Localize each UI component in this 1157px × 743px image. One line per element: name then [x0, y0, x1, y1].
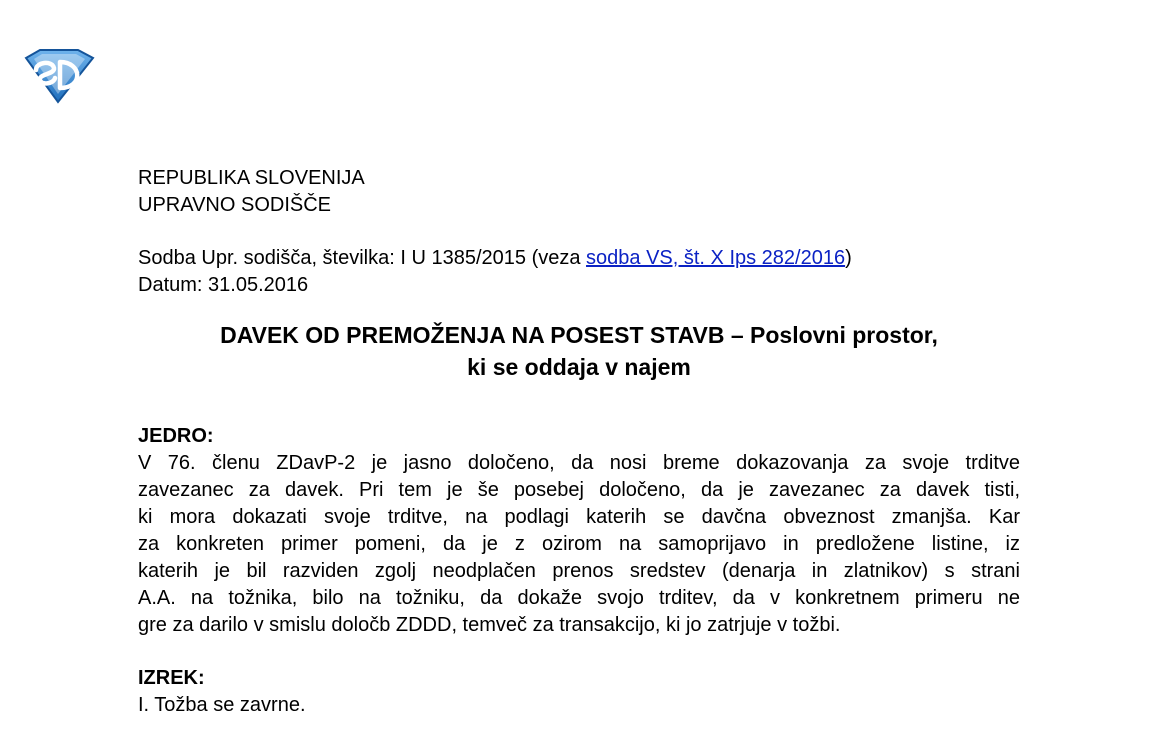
jedro-line: gre za darilo v smislu določb ZDDD, temveč za transakcijo, ki jo zatrjuje v tožbi. — [138, 614, 841, 636]
jedro-section — [138, 423, 1020, 639]
izrek-line: I. Tožba se zavrne. — [138, 694, 306, 716]
jedro-line: za konkreten primer pomeni, da je z ozirom na samoprijavo in predložene listine, iz — [138, 533, 1020, 555]
jedro-heading: JEDRO: — [138, 425, 214, 447]
izrek-section — [138, 665, 1020, 719]
related-judgment-link[interactable]: sodba VS, št. X Ips 282/2016 — [586, 247, 846, 269]
header-republic: REPUBLIKA SLOVENIJA — [138, 167, 365, 189]
judgment-number-suffix: ) — [845, 247, 852, 269]
jedro-line: ki mora dokazati svoje trditve, na podlagi katerih se davčna obveznost zmanjša. Kar — [138, 506, 1020, 528]
judgment-date: Datum: 31.05.2016 — [138, 274, 309, 296]
judgment-meta — [138, 245, 1020, 299]
title-line-1: DAVEK OD PREMOŽENJA NA POSEST STAVB – Poslovni prostor, — [220, 322, 938, 348]
document-page — [138, 165, 1020, 719]
jedro-line: katerih je bil razviden zgolj neodplačen prenos sredstev (denarja in zlatnikov) s strani — [138, 560, 1020, 582]
jedro-line: V 76. členu ZDavP-2 je jasno določeno, da nosi breme dokazovanja za svoje trditve — [138, 452, 1020, 474]
jedro-line: zavezanec za davek. Pri tem je še posebej določeno, da je zavezanec za davek tisti, — [138, 479, 1020, 501]
header-court: UPRAVNO SODIŠČE — [138, 194, 331, 216]
izrek-heading: IZREK: — [138, 667, 205, 689]
court-header — [138, 165, 1020, 219]
court-shield-logo-icon — [22, 48, 96, 104]
document-title — [138, 319, 1020, 383]
title-line-2: ki se oddaja v najem — [467, 354, 691, 380]
jedro-line: A.A. na tožnika, bilo na tožniku, da dokaže svojo trditev, da v konkretnem primeru ne — [138, 587, 1020, 609]
judgment-number: Sodba Upr. sodišča, številka: I U 1385/2015 (veza — [138, 247, 587, 269]
judgment-number-line — [138, 245, 1020, 272]
